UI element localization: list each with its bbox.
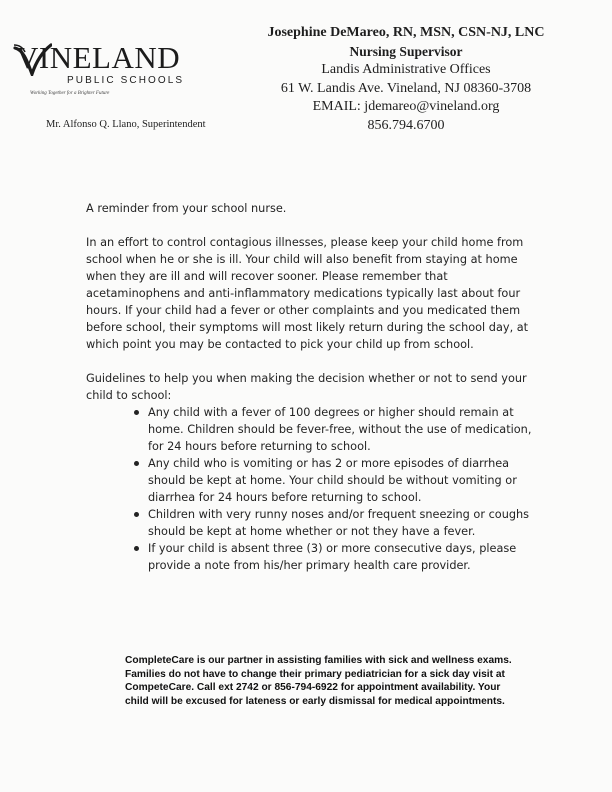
logo-subtitle: PUBLIC SCHOOLS <box>67 75 185 86</box>
contact-email[interactable]: EMAIL: jdemareo@vineland.org <box>312 99 500 114</box>
list-item: If your child is absent three (3) or more consecutive days, please provide a note from his/her primary health care provider. <box>134 540 536 574</box>
illness-paragraph: In an effort to control contagious illnesses, please keep your child home from school when he or she is ill. Your child will also benefit from staying at home when they are ill and will recover sooner. Please remember that acetaminophens and anti-inflammatory medications typically last about four hours. If your child had a fever or other complaints and you medicated them before school, their symptoms will most likely return during the school day, at which point you may be contacted to pick your child up from school. <box>86 236 529 351</box>
reminder-heading: A reminder from your school nurse. <box>86 202 287 215</box>
contact-block <box>262 24 550 135</box>
guidelines-intro: Guidelines to help you when making the decision whether or not to send your child to school: <box>86 372 527 402</box>
list-item: Any child with a fever of 100 degrees or higher should remain at home. Children should be fever-free, without the use of medication, for 24 hours before returning to school. <box>134 404 536 455</box>
district-logo <box>12 42 202 102</box>
logo-wordmark: VINELAND <box>16 40 181 75</box>
contact-name: Josephine DeMareo, RN, MSN, CSN-NJ, LNC <box>267 25 545 40</box>
list-item: Children with very runny noses and/or frequent sneezing or coughs should be kept at home whether or not they have a fever. <box>134 506 536 540</box>
completecare-note: CompleteCare is our partner in assisting families with sick and wellness exams. Families do not have to change their primary pediatrician for a sick day visit at CompeteCare. Call ext 2742 or 856-794-6922 for appointment availability. Your child will be excused for lateness or early dismissal for medical appointments. <box>125 655 512 707</box>
contact-address: 61 W. Landis Ave. Vineland, NJ 08360-3708 <box>280 80 532 96</box>
contact-title: Nursing Supervisor <box>349 44 463 59</box>
logo-tagline: Working Together for a Brighter Future <box>30 91 110 96</box>
letter-body <box>86 200 536 574</box>
superintendent-line: Mr. Alfonso Q. Llano, Superintendent <box>46 119 206 130</box>
guidelines-list <box>86 404 536 574</box>
list-item: Any child who is vomiting or has 2 or more episodes of diarrhea should be kept at home. Your child should be without vomiting or diarrhea for 24 hours before returning to school. <box>134 455 536 506</box>
contact-phone: 856.794.6700 <box>367 117 445 133</box>
contact-office: Landis Administrative Offices <box>321 62 491 77</box>
